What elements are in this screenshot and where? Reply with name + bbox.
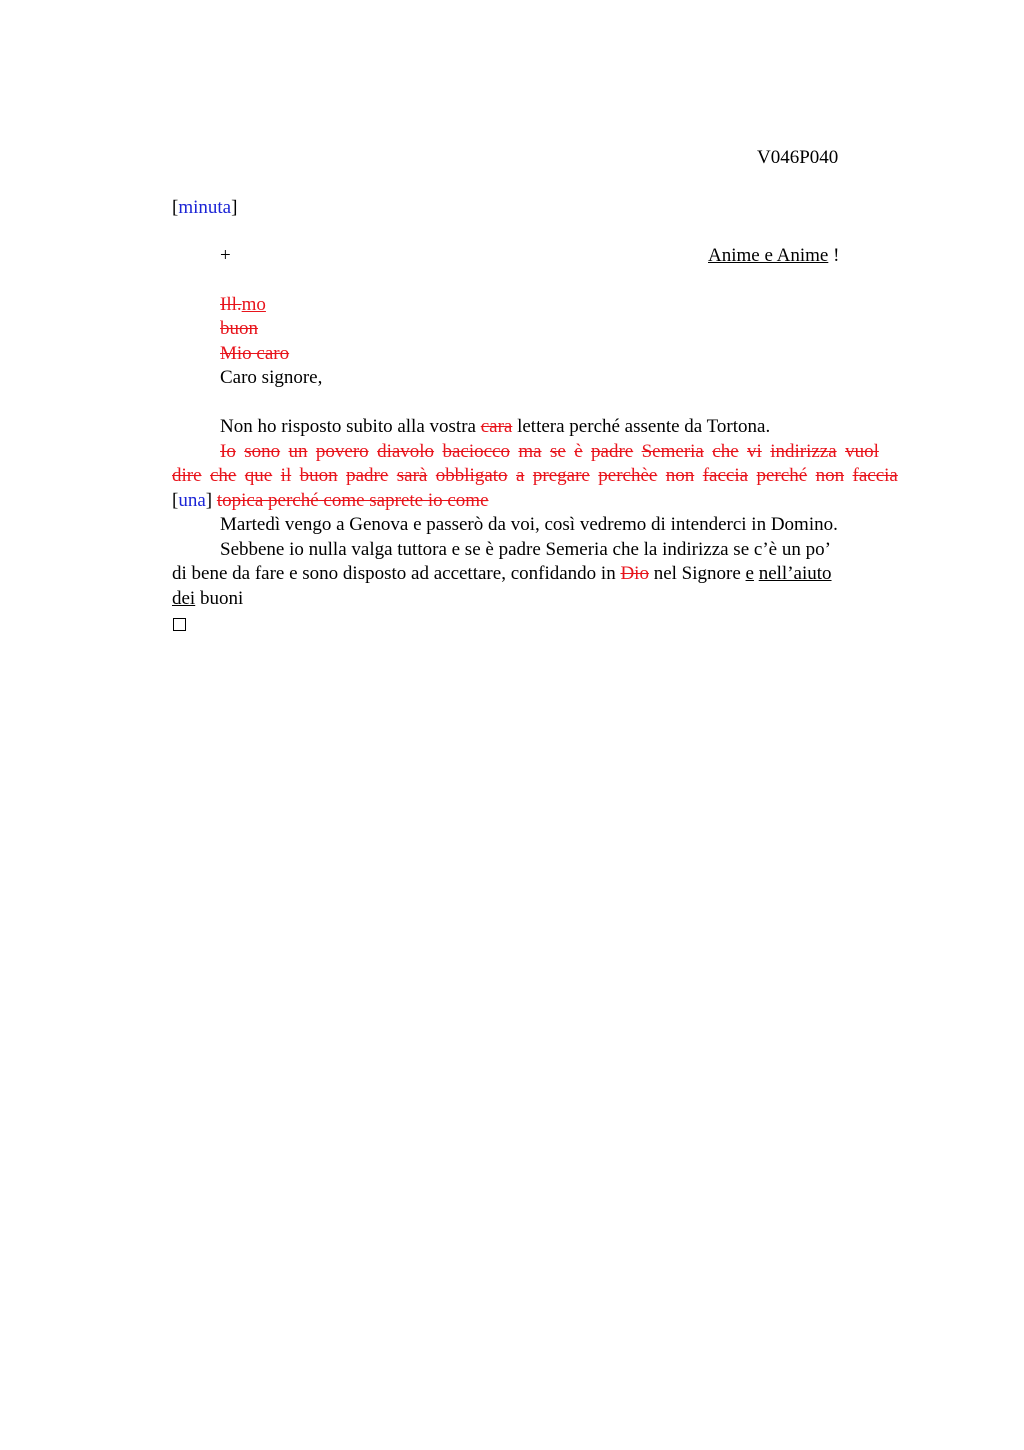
paragraph-2: Martedì vengo a Genova e passerò da voi, così vedremo di intenderci in Domino. bbox=[220, 514, 838, 535]
deleted-word: un bbox=[288, 441, 308, 462]
deleted-salutation-mio-caro: Mio caro bbox=[220, 343, 290, 364]
deleted-word: perchèe bbox=[598, 465, 658, 486]
deleted-word: se bbox=[549, 441, 566, 462]
deleted-word: pregare bbox=[532, 465, 590, 486]
p3-deleted-dio: Dio bbox=[620, 563, 649, 584]
deleted-word: che bbox=[209, 465, 237, 486]
paragraph-3-line-2 bbox=[172, 562, 832, 586]
deleted-word: padre bbox=[346, 465, 389, 486]
deleted-word: que bbox=[244, 465, 273, 486]
deleted-word: povero bbox=[315, 441, 369, 462]
deleted-word: faccia bbox=[852, 465, 898, 486]
deleted-word: Semeria bbox=[641, 441, 704, 462]
deleted-word: non bbox=[665, 465, 695, 486]
deleted-word: sono bbox=[244, 441, 281, 462]
deleted-word: non bbox=[815, 465, 845, 486]
minuta-label: minuta bbox=[178, 197, 232, 218]
deleted-word: vuol bbox=[845, 441, 879, 462]
deleted-word: dire bbox=[172, 465, 202, 486]
p3-underlined-e: e bbox=[745, 563, 754, 584]
deleted-passage-line-2 bbox=[172, 464, 898, 488]
salutation: Caro signore, bbox=[220, 367, 323, 388]
p3-text-a: di bene da fare e sono disposto ad accettare, confidando in bbox=[172, 563, 621, 584]
deleted-word: vi bbox=[747, 441, 762, 462]
deleted-word: il bbox=[280, 465, 292, 486]
document-code: V046P040 bbox=[757, 147, 839, 168]
paragraph-3-line-3 bbox=[172, 587, 243, 611]
p3-underlined-aiuto: nell’aiuto bbox=[758, 563, 832, 584]
deleted-salutation-buon: buon bbox=[220, 318, 258, 339]
deleted-mo: mo bbox=[241, 294, 266, 315]
p1-text-a: Non ho risposto subito alla vostra bbox=[220, 416, 481, 437]
una-insertion: una bbox=[178, 490, 206, 511]
una-bracket-close: ] bbox=[205, 490, 213, 511]
deleted-word: a bbox=[516, 465, 525, 486]
deleted-ill: Ill. bbox=[220, 294, 242, 315]
deleted-word: faccia bbox=[702, 465, 749, 486]
deleted-word: buon bbox=[299, 465, 338, 486]
minuta-annotation bbox=[172, 196, 237, 220]
end-mark-box-icon bbox=[173, 618, 186, 631]
p3-buoni: buoni bbox=[195, 588, 244, 609]
p3-underlined-dei: dei bbox=[172, 588, 196, 609]
end-mark-box bbox=[173, 615, 186, 637]
deleted-word: è bbox=[574, 441, 583, 462]
header-exclamation: ! bbox=[828, 245, 840, 266]
deleted-word: obbligato bbox=[435, 465, 508, 486]
deleted-salutation-ill bbox=[220, 293, 266, 317]
deleted-line-3-text: topica perché come saprete io come bbox=[216, 490, 489, 511]
deleted-word: diavolo bbox=[377, 441, 435, 462]
p1-deleted: cara bbox=[480, 416, 513, 437]
header-anime-text: Anime e Anime bbox=[708, 245, 829, 266]
deleted-word: Io bbox=[220, 441, 236, 462]
cross-mark: + bbox=[220, 245, 231, 266]
deleted-passage-line-3 bbox=[172, 489, 489, 513]
deleted-word: che bbox=[712, 441, 739, 462]
header-right bbox=[708, 244, 839, 268]
p1-text-b: lettera perché assente da Tortona. bbox=[512, 416, 771, 437]
bracket-close: ] bbox=[231, 197, 238, 218]
p3-text-b: nel Signore bbox=[648, 563, 746, 584]
una-bracket-open: [ bbox=[172, 490, 179, 511]
deleted-word: padre bbox=[591, 441, 634, 462]
deleted-word: ma bbox=[518, 441, 542, 462]
deleted-passage-line-1 bbox=[220, 440, 879, 464]
paragraph-3-line-1: Sebbene io nulla valga tuttora e se è padre Semeria che la indirizza se c’è un po’ bbox=[220, 539, 831, 560]
deleted-word: baciocco bbox=[442, 441, 510, 462]
deleted-word: sarà bbox=[396, 465, 428, 486]
deleted-word: indirizza bbox=[770, 441, 837, 462]
paragraph-1 bbox=[220, 415, 770, 439]
deleted-word: perché bbox=[756, 465, 808, 486]
bracket-open: [ bbox=[172, 197, 179, 218]
